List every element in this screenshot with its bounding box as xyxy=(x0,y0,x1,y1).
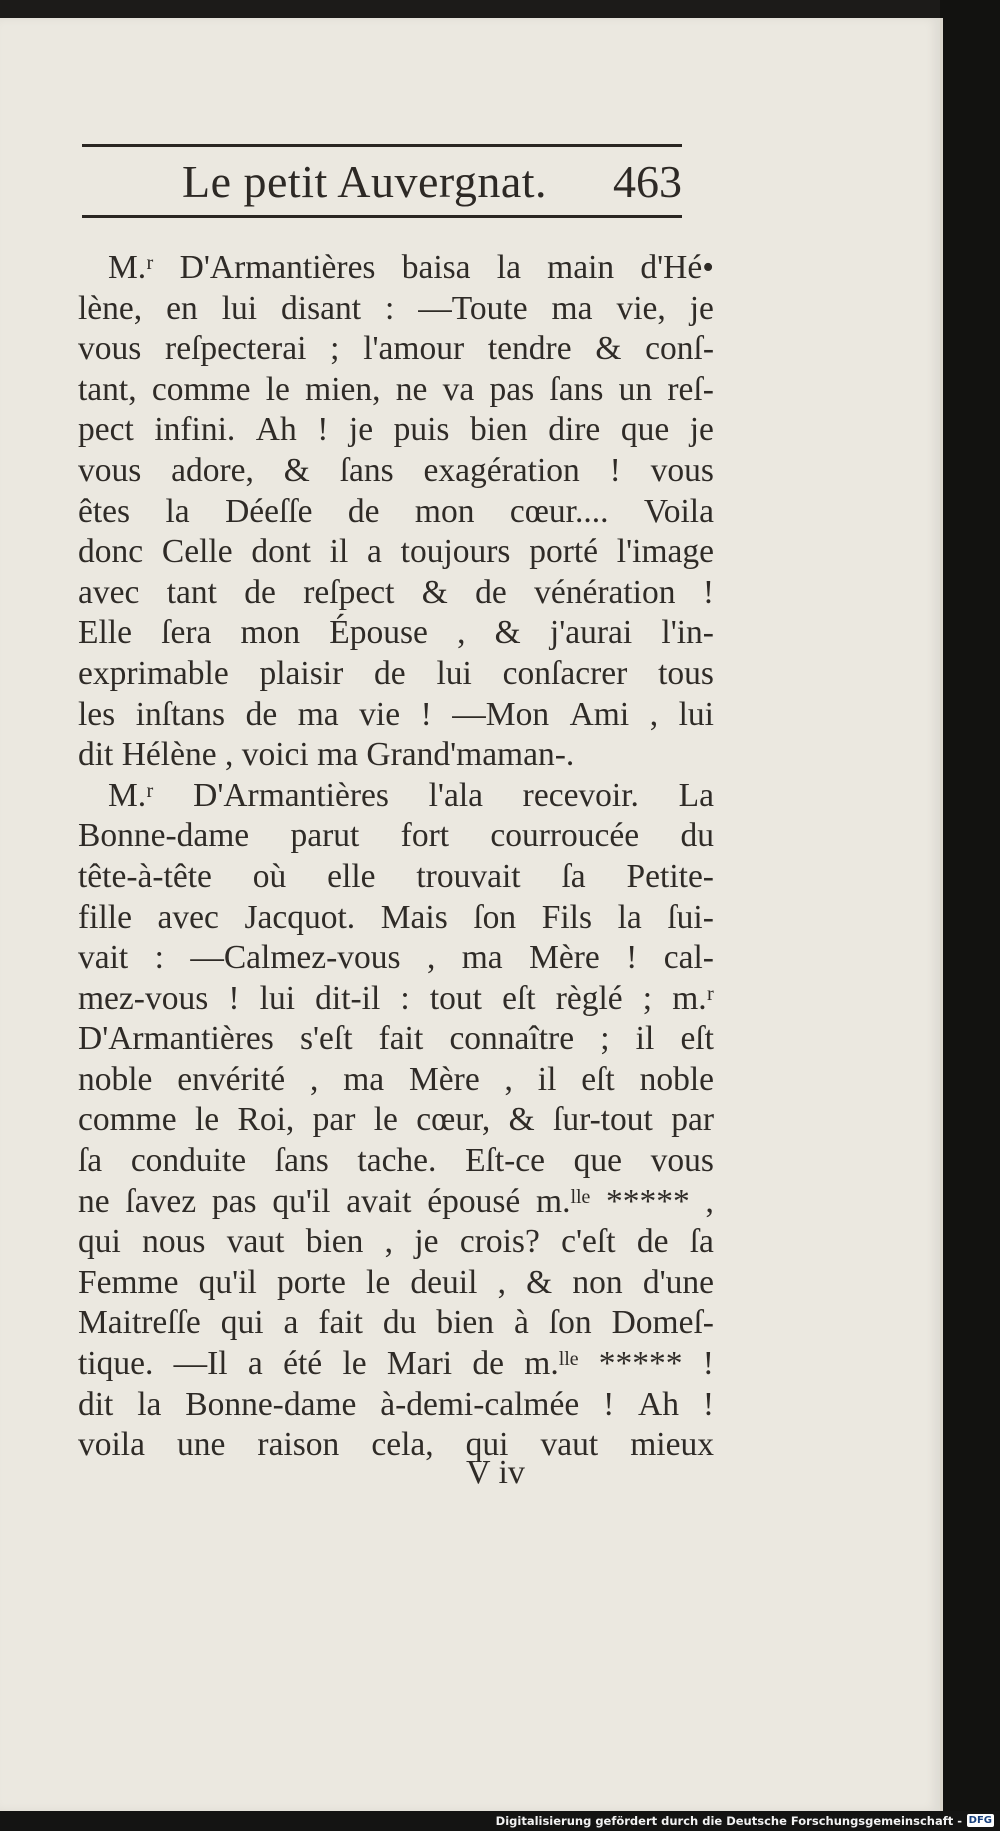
word: vous xyxy=(650,1142,714,1180)
word: que xyxy=(573,1142,623,1180)
word: la xyxy=(617,898,642,936)
word: pect xyxy=(78,411,134,449)
word: ma xyxy=(551,289,593,327)
word: Épouse xyxy=(329,614,428,652)
word: lui xyxy=(221,289,258,327)
word: le xyxy=(373,1101,398,1139)
word: mon xyxy=(240,614,301,652)
word: s'eſt xyxy=(299,1020,353,1058)
word: comme xyxy=(151,370,251,408)
word: je xyxy=(689,289,714,327)
word: vénération xyxy=(534,573,676,611)
word: elle xyxy=(327,857,376,895)
word: comme xyxy=(78,1101,177,1139)
word: ***** xyxy=(605,1182,690,1220)
word: , xyxy=(705,1182,714,1220)
word: eſt xyxy=(680,1020,714,1058)
word: tique. xyxy=(78,1345,154,1383)
word: je xyxy=(414,1223,439,1261)
word: tout xyxy=(429,979,482,1017)
word: eſt xyxy=(581,1060,615,1098)
word: —Mon xyxy=(452,695,550,733)
word: c'eſt xyxy=(561,1223,616,1261)
word: ! xyxy=(603,1385,615,1423)
word: courroucée xyxy=(490,817,640,855)
word: le xyxy=(265,370,290,408)
word: bien xyxy=(436,1304,495,1342)
text-line xyxy=(78,1182,714,1223)
word: Roi, xyxy=(237,1101,295,1139)
word: ſans xyxy=(274,1142,329,1180)
word: a xyxy=(283,1304,299,1342)
body-text xyxy=(78,248,714,1466)
word: Mère xyxy=(529,939,600,977)
text-line xyxy=(78,451,714,492)
word: D'Armantières xyxy=(193,776,389,814)
word: & xyxy=(526,1263,553,1301)
text-line xyxy=(78,410,714,451)
word: nous xyxy=(142,1223,206,1261)
word: ! xyxy=(702,1345,714,1383)
word: m.ˡˡᵉ xyxy=(536,1182,591,1220)
signature-mark: V iv xyxy=(466,1454,525,1491)
word: , xyxy=(649,695,659,733)
word: Déeſſe xyxy=(225,492,313,530)
word: parut xyxy=(290,817,360,855)
word: ſa xyxy=(689,1223,714,1261)
word: bien xyxy=(305,1223,364,1261)
word: La xyxy=(678,776,714,814)
word: cœur.... xyxy=(509,492,609,530)
text-line xyxy=(78,1060,714,1101)
word: , xyxy=(497,1263,506,1301)
word: l'amour xyxy=(363,330,465,368)
word: ; xyxy=(600,1020,610,1058)
word: D'Armantières xyxy=(78,1020,274,1058)
word: de xyxy=(244,573,276,611)
word: M.ʳ xyxy=(108,249,154,286)
word: ſans xyxy=(339,451,394,489)
word: va xyxy=(442,370,475,408)
word: envérité xyxy=(177,1060,286,1098)
word: ; xyxy=(330,330,340,368)
word: il xyxy=(537,1060,557,1098)
text-line xyxy=(78,898,714,939)
word: du xyxy=(382,1304,417,1342)
word: que xyxy=(620,411,670,449)
word: Petite- xyxy=(626,857,714,895)
word: l'in- xyxy=(661,614,714,652)
word: mieux xyxy=(630,1426,714,1464)
word: Bonne-dame xyxy=(185,1385,357,1423)
text-line xyxy=(78,816,714,857)
word: dire xyxy=(548,411,601,449)
word: par xyxy=(671,1101,714,1139)
word: noble xyxy=(639,1060,714,1098)
word: , xyxy=(310,1060,319,1098)
text-line xyxy=(78,1263,714,1304)
word: crois? xyxy=(459,1223,540,1261)
word: de xyxy=(636,1223,669,1261)
word: Mère xyxy=(409,1060,480,1098)
word: je xyxy=(348,411,374,449)
word: dont xyxy=(251,533,311,571)
word: vaut xyxy=(540,1426,599,1464)
word: d'une xyxy=(642,1263,714,1301)
word: pas xyxy=(211,1182,257,1220)
word: une xyxy=(177,1426,226,1464)
word: ma xyxy=(297,695,339,733)
word: la xyxy=(137,1385,162,1423)
word: pas xyxy=(489,370,535,408)
word: ſavez xyxy=(125,1182,197,1220)
word: —Toute xyxy=(418,289,528,327)
word: dit xyxy=(78,1385,114,1423)
word: Voila xyxy=(643,492,714,530)
word: & xyxy=(283,451,310,489)
word: à xyxy=(514,1304,529,1342)
word: ſon xyxy=(548,1304,592,1342)
word: tant, xyxy=(78,370,137,408)
word: fait xyxy=(378,1020,424,1058)
word: inſtans xyxy=(135,695,226,733)
word: avec xyxy=(78,573,140,611)
word: l'image xyxy=(616,533,714,571)
word: été xyxy=(283,1345,323,1383)
word: lui xyxy=(678,695,714,733)
word: conſacrer xyxy=(502,654,628,692)
word: D'Armantières xyxy=(179,249,376,286)
word: ne xyxy=(395,370,428,408)
running-title: Le petit Auvergnat. xyxy=(182,156,548,207)
word: d'Hé• xyxy=(640,249,714,286)
text-line xyxy=(78,1222,714,1263)
text-line xyxy=(78,1344,714,1385)
word: lui xyxy=(259,979,296,1017)
word: par xyxy=(312,1101,356,1139)
word: trouvait xyxy=(416,857,521,895)
book-page xyxy=(0,18,943,1811)
word: ſa xyxy=(561,857,586,895)
word: ſa xyxy=(78,1142,103,1180)
word: , xyxy=(384,1223,394,1261)
word: conduite xyxy=(130,1142,247,1180)
word: la xyxy=(165,492,190,530)
text-line xyxy=(78,1141,714,1182)
word: ſera xyxy=(161,614,212,652)
word: à-demi-calmée xyxy=(380,1385,580,1423)
word: Mais xyxy=(380,898,448,936)
word: vaut xyxy=(226,1223,285,1261)
word: lène, xyxy=(78,289,143,327)
word: exprimable xyxy=(78,654,229,692)
word: Ah xyxy=(638,1385,679,1423)
page-number: 463 xyxy=(613,156,682,207)
word: infini. xyxy=(154,411,236,449)
word: raison xyxy=(257,1426,340,1464)
text-line xyxy=(78,1425,714,1466)
word: vous xyxy=(650,451,714,489)
digitization-credit: Digitalisierung gefördert durch die Deutsche Forschungsgemeinschaft - xyxy=(495,1814,962,1828)
word: Femme xyxy=(78,1263,179,1301)
word: ſon xyxy=(473,898,517,936)
word: vie xyxy=(359,695,401,733)
word: Ami xyxy=(569,695,630,733)
word: ! xyxy=(702,573,714,611)
word: & xyxy=(494,614,521,652)
word: : xyxy=(385,289,395,327)
word: porté xyxy=(529,533,599,571)
word: noble xyxy=(78,1060,153,1098)
text-line xyxy=(78,492,714,533)
word: qui xyxy=(220,1304,264,1342)
word: de xyxy=(472,1345,504,1383)
word: eſt xyxy=(502,979,536,1017)
word: dit-il xyxy=(315,979,381,1017)
word: ! xyxy=(609,451,621,489)
word: voila xyxy=(78,1426,145,1464)
word: fait xyxy=(318,1304,363,1342)
word: a xyxy=(367,533,382,571)
word: il xyxy=(329,533,349,571)
word: , xyxy=(504,1060,513,1098)
word: lui xyxy=(436,654,472,692)
word: deuil xyxy=(410,1263,478,1301)
text-line xyxy=(78,532,714,573)
text-line xyxy=(78,1303,714,1344)
word: : xyxy=(400,979,410,1017)
word: vait xyxy=(78,939,129,977)
word: a xyxy=(247,1345,263,1383)
word: m.ˡˡᵉ xyxy=(524,1345,579,1383)
word: porte xyxy=(277,1263,346,1301)
text-line xyxy=(78,573,714,614)
word: ! xyxy=(626,939,638,977)
page-header xyxy=(82,153,682,213)
word: fort xyxy=(400,817,450,855)
word: ſur-tout xyxy=(553,1101,653,1139)
word: cal- xyxy=(663,939,714,977)
word: ! xyxy=(317,411,329,449)
text-line xyxy=(78,776,714,817)
word: ſui- xyxy=(667,898,714,936)
word: mez-vous xyxy=(78,979,209,1017)
word: vous xyxy=(78,330,142,368)
word: qu'il xyxy=(198,1263,257,1301)
scan-background xyxy=(940,0,1000,1811)
word: mon xyxy=(414,492,475,530)
word: tache. xyxy=(357,1142,437,1180)
word: de xyxy=(245,695,278,733)
word: baisa xyxy=(401,249,471,286)
word: disant xyxy=(281,289,362,327)
word: Elle xyxy=(78,614,132,652)
word: Maitreſſe xyxy=(78,1304,201,1342)
word: Jacquot. xyxy=(244,898,356,936)
word: où xyxy=(252,857,287,895)
word: qui xyxy=(465,1426,509,1464)
word: plaisir xyxy=(259,654,344,692)
word: règlé xyxy=(555,979,623,1017)
word: , xyxy=(426,939,436,977)
text-line xyxy=(78,1385,714,1426)
word: conſ- xyxy=(645,330,714,368)
word: connaître xyxy=(449,1020,575,1058)
word: qui xyxy=(78,1223,121,1261)
text-line xyxy=(78,370,714,411)
word: avait xyxy=(346,1182,412,1220)
word: Fils xyxy=(541,898,593,936)
word: tous xyxy=(658,654,714,692)
word: Ah xyxy=(255,411,297,449)
word: ma xyxy=(461,939,503,977)
word: : xyxy=(154,939,164,977)
text-line xyxy=(78,248,714,289)
word: il xyxy=(635,1020,655,1058)
word: mien, xyxy=(305,370,381,408)
word: de xyxy=(475,573,507,611)
word: du xyxy=(680,817,714,855)
word: puis xyxy=(393,411,450,449)
word: un xyxy=(618,370,653,408)
dfg-logo: DFG xyxy=(968,1815,992,1826)
word: reſpect xyxy=(303,573,395,611)
word: reſpecterai xyxy=(165,330,307,368)
word: le xyxy=(342,1345,367,1383)
text-line xyxy=(78,1019,714,1060)
word: —Il xyxy=(173,1345,228,1383)
word: non xyxy=(572,1263,623,1301)
word: les xyxy=(78,695,116,733)
word: ***** xyxy=(598,1345,683,1383)
word: ; xyxy=(642,979,653,1017)
word: êtes xyxy=(78,492,131,530)
text-line xyxy=(78,329,714,370)
word: ! xyxy=(228,979,240,1017)
word: & xyxy=(508,1101,535,1139)
word: reſ- xyxy=(667,370,714,408)
word: j'aurai xyxy=(549,614,633,652)
word: Celle xyxy=(161,533,233,571)
word: ma xyxy=(343,1060,385,1098)
text-line xyxy=(78,289,714,330)
word: Mari xyxy=(386,1345,453,1383)
word: tendre xyxy=(487,330,572,368)
word: Eſt-ce xyxy=(465,1142,546,1180)
word: le xyxy=(194,1101,220,1139)
word: vie, xyxy=(616,289,666,327)
word: le xyxy=(366,1263,391,1301)
text-line xyxy=(78,654,714,695)
word: & xyxy=(421,573,448,611)
word: fille xyxy=(78,898,132,936)
word: ne xyxy=(78,1182,110,1220)
word: adore, xyxy=(171,451,254,489)
word: m.ʳ xyxy=(672,979,714,1017)
text-line xyxy=(78,695,714,736)
word: —Calmez-vous xyxy=(190,939,401,977)
word: ſans xyxy=(549,370,604,408)
word: toujours xyxy=(400,533,511,571)
word: la xyxy=(496,249,521,286)
word: ! xyxy=(702,1385,714,1423)
header-rule-top xyxy=(82,144,682,147)
text-line xyxy=(78,938,714,979)
header-rule-bottom xyxy=(82,215,682,218)
text-line xyxy=(78,1100,714,1141)
word: exagération xyxy=(423,451,580,489)
word: ! xyxy=(420,695,432,733)
word: de xyxy=(374,654,406,692)
text-line xyxy=(78,857,714,898)
word: tête-à-tête xyxy=(78,857,212,895)
word: M.ʳ xyxy=(108,776,154,814)
text-line xyxy=(78,979,714,1020)
word: donc xyxy=(78,533,144,571)
word: Bonne-dame xyxy=(78,817,250,855)
text-line: dit Hélène , voici ma Grand'maman-. xyxy=(78,736,575,774)
word: bien xyxy=(470,411,528,449)
word: tant xyxy=(166,573,217,611)
word: main xyxy=(547,249,615,286)
word: en xyxy=(166,289,198,327)
word: cœur, xyxy=(416,1101,491,1139)
word: l'ala xyxy=(428,776,483,814)
word: épousé xyxy=(427,1182,521,1220)
word: cela, xyxy=(371,1426,434,1464)
word: Domeſ- xyxy=(611,1304,714,1342)
word: , xyxy=(457,614,466,652)
word: recevoir. xyxy=(522,776,639,814)
text-line xyxy=(78,613,714,654)
word: je xyxy=(689,411,714,449)
word: & xyxy=(595,330,622,368)
word: avec xyxy=(157,898,219,936)
word: vous xyxy=(78,451,142,489)
word: qu'il xyxy=(272,1182,331,1220)
word: de xyxy=(347,492,380,530)
